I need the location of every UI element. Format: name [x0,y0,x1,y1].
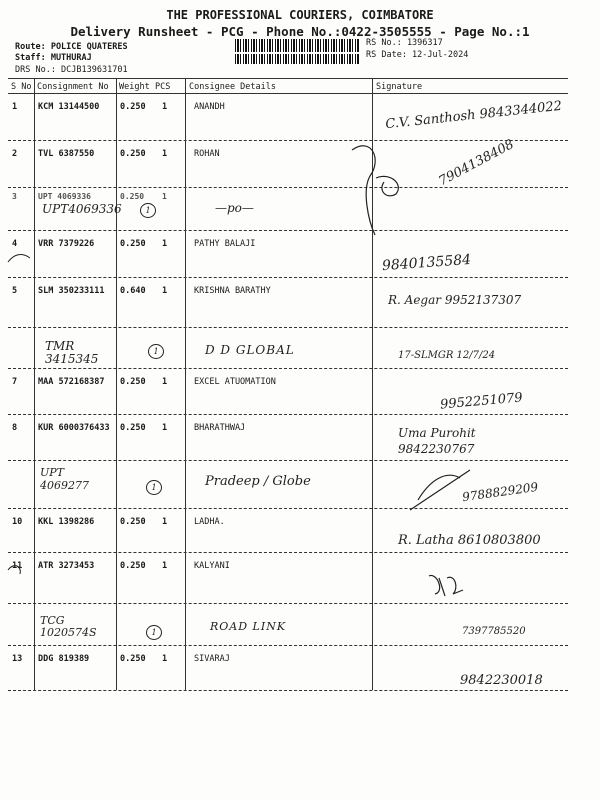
row-signature: R. Latha 8610803800 [398,533,541,548]
row-weight: 0.250 [120,654,146,664]
row-pcs: 1 [162,149,168,159]
row-consignment: KUR 6000376433 [38,423,110,433]
row-signature: R. Aegar 9952137307 [388,293,522,307]
row-sno: 7 [12,377,18,387]
handwritten-pcs: 1 [146,480,162,495]
handwritten-signature: 17-SLMGR 12/7/24 [398,350,496,361]
row-sno: 1 [12,102,18,112]
row-sno: 8 [12,423,18,433]
row-weight: 0.250 [120,192,145,201]
row-consignee: ROHAN [194,149,220,159]
drs-number: DRS No.: DCJB139631701 [15,65,128,75]
handwritten-signature: 7397785520 [462,626,526,637]
row-sno: 2 [12,149,18,159]
row-signature: 9840135584 [381,251,472,275]
row-consignee: PATHY BALAJI [194,239,256,249]
rs-number: RS No.: 1396317 [366,38,443,48]
col-header-consignee: Consignee Details [189,82,276,92]
col-header-pcs: PCS [155,82,171,92]
handwritten-consignee: —po— [215,201,254,215]
row-sno: 13 [12,654,23,664]
handwritten-consignee: Pradeep / Globe [205,474,311,489]
row-weight: 0.250 [120,423,146,433]
row-pcs: 1 [162,377,168,387]
row-sno: 3 [12,192,17,201]
handwritten-consignee: D D GLOBAL [205,343,295,357]
row-signature: Uma Purohit 9842230767 [398,426,476,456]
row-consignment: TVL 6387550 [38,149,95,159]
row-consignee: ANANDH [194,102,225,112]
row-pcs: 1 [162,561,168,571]
row-sno: 5 [12,286,18,296]
row-signature: 9952251079 [439,390,524,413]
row-weight: 0.250 [120,377,146,387]
row-pcs: 1 [162,286,168,296]
row-consignment: VRR 7379226 [38,239,95,249]
row-signature: 9842230018 [460,673,543,688]
row-pcs: 1 [162,423,168,433]
handwritten-consignee: ROAD LINK [210,620,287,633]
row-weight: 0.250 [120,102,146,112]
row-sno: 10 [12,517,23,527]
row-consignment: MAA 572168387 [38,377,105,387]
col-header-consignment: Consignment No [37,82,109,92]
row-consignment: DDG 819389 [38,654,90,664]
handwritten-pcs: 1 [146,625,162,640]
row-signature: 7904138408 [436,137,517,190]
runsheet-title: Delivery Runsheet - PCG - Phone No.:0422-3505555 - Page No.:1 [70,24,530,39]
route-label: Route: POLICE QUATERES [15,42,128,52]
handwritten-consignment: TCG 1020574S [40,614,97,639]
row-pcs: 1 [162,517,168,527]
row-weight: 0.250 [120,239,146,249]
col-header-weight: Weight [119,82,150,92]
row-pcs: 1 [162,654,168,664]
row-consignee: EXCEL ATUOMATION [194,377,276,387]
row-weight: 0.250 [120,517,146,527]
row-sno: 4 [12,239,18,249]
row-weight: 0.640 [120,286,146,296]
row-consignee: LADHA. [194,517,225,527]
handwritten-consignment: TMR 3415345 [45,339,99,366]
row-consignee: KALYANI [194,561,230,571]
row-pcs: 1 [162,239,168,249]
row-weight: 0.250 [120,561,146,571]
row-pcs: 1 [162,192,167,201]
row-signature: C.V. Santhosh 9843344022 [384,98,563,133]
row-consignee: KRISHNA BARATHY [194,286,271,296]
handwritten-signature: 9788829209 [461,479,539,505]
handwritten-consignment: UPT 4069277 [40,466,89,492]
row-pcs: 1 [162,102,168,112]
company-title: THE PROFESSIONAL COURIERS, COIMBATORE [166,8,434,22]
rs-date: RS Date: 12-Jul-2024 [366,50,469,60]
row-consignee: BHARATHWAJ [194,423,246,433]
row-consignment: KKL 1398286 [38,517,95,527]
col-header-sno: S No [11,82,32,92]
col-header-signature: Signature [376,82,423,92]
row-weight: 0.250 [120,149,146,159]
row-consignment: KCM 13144500 [38,102,100,112]
handwritten-pcs: 1 [148,344,164,359]
row-consignment: UPT 4069336 [38,192,91,201]
handwritten-consignment: UPT4069336 [42,202,122,216]
staff-label: Staff: MUTHURAJ [15,53,92,63]
handwritten-pcs: 1 [140,203,156,218]
row-sno: 11 [12,561,23,571]
row-consignee: SIVARAJ [194,654,230,664]
row-consignment: SLM 350233111 [38,286,105,296]
row-consignment: ATR 3273453 [38,561,95,571]
